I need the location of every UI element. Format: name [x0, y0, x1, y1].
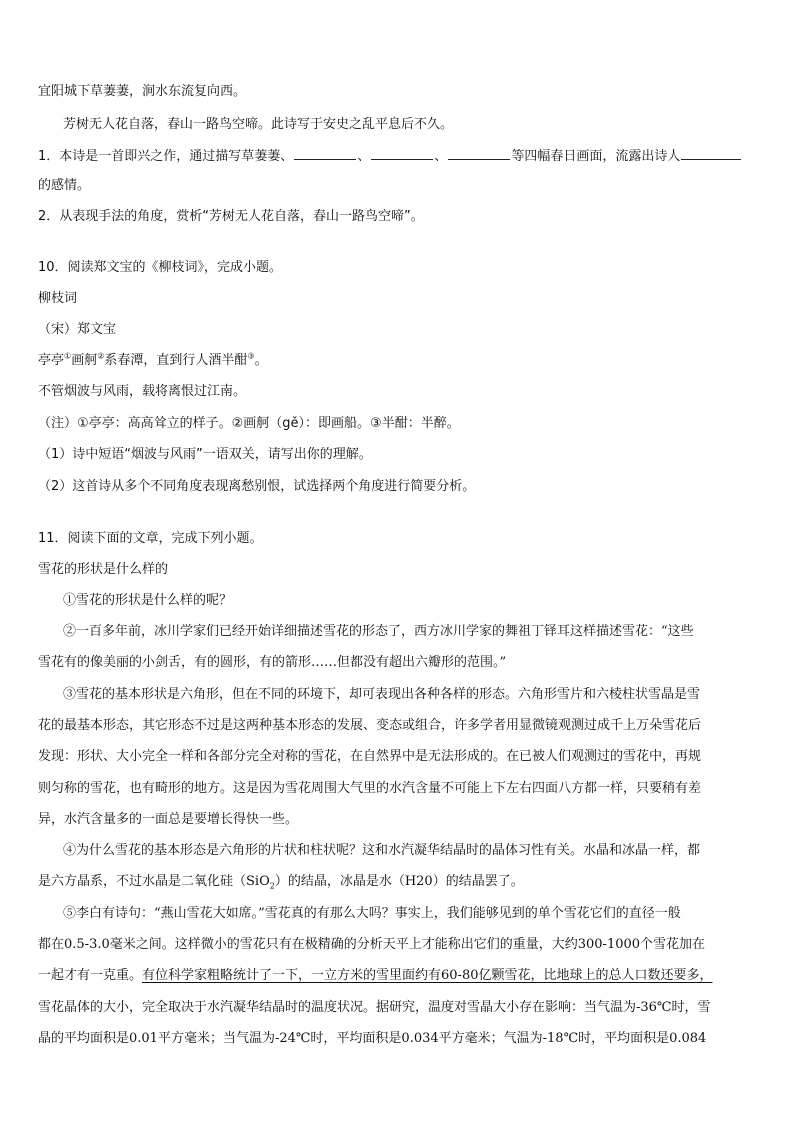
paragraph-3-line-4: 则匀称的雪花，也有畸形的地方。这是因为雪花周围大气里的水汽含量不可能上下左右四面八方都一样，只要稍有差	[38, 781, 702, 796]
poem-author: （宋）郑文宝	[38, 322, 117, 337]
paragraph-3-line-5: 异，水汽含量多的一面总是要增长得快一些。	[38, 812, 299, 827]
paragraph-3-line-1: ③雪花的基本形状是六角形，但在不同的环境下，却可表现出各种各样的形态。六角形雪片和六棱柱状雪晶是雪	[63, 687, 701, 702]
paragraph-4-line-1: ④为什么雪花的基本形态是六角形的片状和柱状呢？这和水汽凝华结晶时的晶体习性有关。水晶和冰晶一样，都	[63, 843, 701, 858]
poem-title: 柳枝词	[38, 291, 78, 306]
paragraph-2-line-1: ②一百多年前，冰川学家们已经开始详细描述雪花的形态了，西方冰川学家的舞祖丁铎耳这样描述雪花：“这些	[63, 624, 694, 639]
paragraph-5-line-3: 一起才有一克重。有位科学家粗略统计了一下，一立方米的雪里面约有60-80亿颗雪花，比地球上的总人口数还要多，	[38, 968, 713, 983]
poem-verse-1: 亭亭①画舸②系春潭，直到行人酒半酣③。	[38, 351, 268, 368]
poem-line-2: 芳树无人花自落，春山一路鸟空啼。此诗写于安史之乱平息后不久。	[63, 117, 454, 132]
answer-blank-3[interactable]	[448, 147, 510, 160]
paragraph-5-line-2: 都在0.5-3.0毫米之间。这样微小的雪花只有在极精确的分析天平上才能称出它们的重量，大约300-1000个雪花加在	[38, 937, 706, 952]
answer-blank-1[interactable]	[294, 147, 356, 160]
poem-verse-2: 不管烟波与风雨，载将离恨过江南。	[38, 384, 247, 399]
question-10-2: （2）这首诗从多个不同角度表现离愁别恨，试选择两个角度进行简要分析。	[38, 479, 476, 494]
question-11-header: 11．阅读下面的文章，完成下列小题。	[38, 531, 263, 546]
answer-blank-2[interactable]	[371, 147, 433, 160]
paragraph-5-line-1: ⑤李白有诗句：“燕山雪花大如席。”雪花真的有那么大吗？事实上，我们能够见到的单个雪花它们的直径一般	[63, 906, 681, 921]
paragraph-4-line-2: 是六方晶系，不过水晶是二氧化硅（SiO$_2$）的结晶，冰晶是水（H20）的结晶罢了。	[38, 874, 524, 891]
paragraph-5-line-4: 雪花晶体的大小，完全取决于水汽凝华结晶时的温度状况。据研究，温度对雪晶大小存在影响：当气温为-36℃时，雪	[38, 1000, 711, 1015]
answer-blank-4[interactable]	[681, 147, 741, 160]
article-title: 雪花的形状是什么样的	[38, 562, 169, 577]
question-10-header: 10．阅读郑文宝的《柳枝词》，完成小题。	[38, 260, 283, 275]
question-9-1: 1．本诗是一首即兴之作，通过描写草萋萋、 、 、 等四幅春日画面，流露出诗人	[38, 147, 758, 166]
question-10-1: （1）诗中短语“烟波与风雨”一语双关，请写出你的理解。	[38, 447, 372, 462]
paragraph-1: ①雪花的形状是什么样的呢？	[63, 593, 233, 608]
poem-line-1: 宜阳城下草萋萋，涧水东流复向西。	[38, 84, 247, 99]
paragraph-3-line-3: 发现：形状、大小完全一样和各部分完全对称的雪花，在自然界中是无法形成的。在已被人们观测过的雪花中，再规	[38, 749, 702, 764]
question-9-2: 2．从表现手法的角度，赏析“芳树无人花自落，春山一路鸟空啼”。	[38, 209, 424, 224]
poem-notes: （注）①亭亭：高高耸立的样子。②画舸（gě）：即画船。③半酣：半醉。	[38, 416, 460, 431]
paragraph-5-line-5: 晶的平均面积是0.01平方毫米；当气温为-24℃时，平均面积是0.034平方毫米；气温为-18℃时，平均面积是0.084	[38, 1031, 707, 1046]
question-9-1-end: 的感情。	[38, 178, 91, 193]
underlined-sentence: 有位科学家粗略统计了一下，一立方米的雪里面约有60-80亿颗雪花，比地球上的总人口数还要多，	[142, 968, 713, 983]
paragraph-2-line-2: 雪花有的像美丽的小剑舌，有的圆形，有的箭形……但都没有超出六瓣形的范围。”	[38, 655, 507, 670]
paragraph-3-line-2: 花的最基本形态，其它形态不过是这两种基本形态的发展、变态或组合，许多学者用显微镜观测过成千上万朵雪花后	[38, 718, 702, 733]
